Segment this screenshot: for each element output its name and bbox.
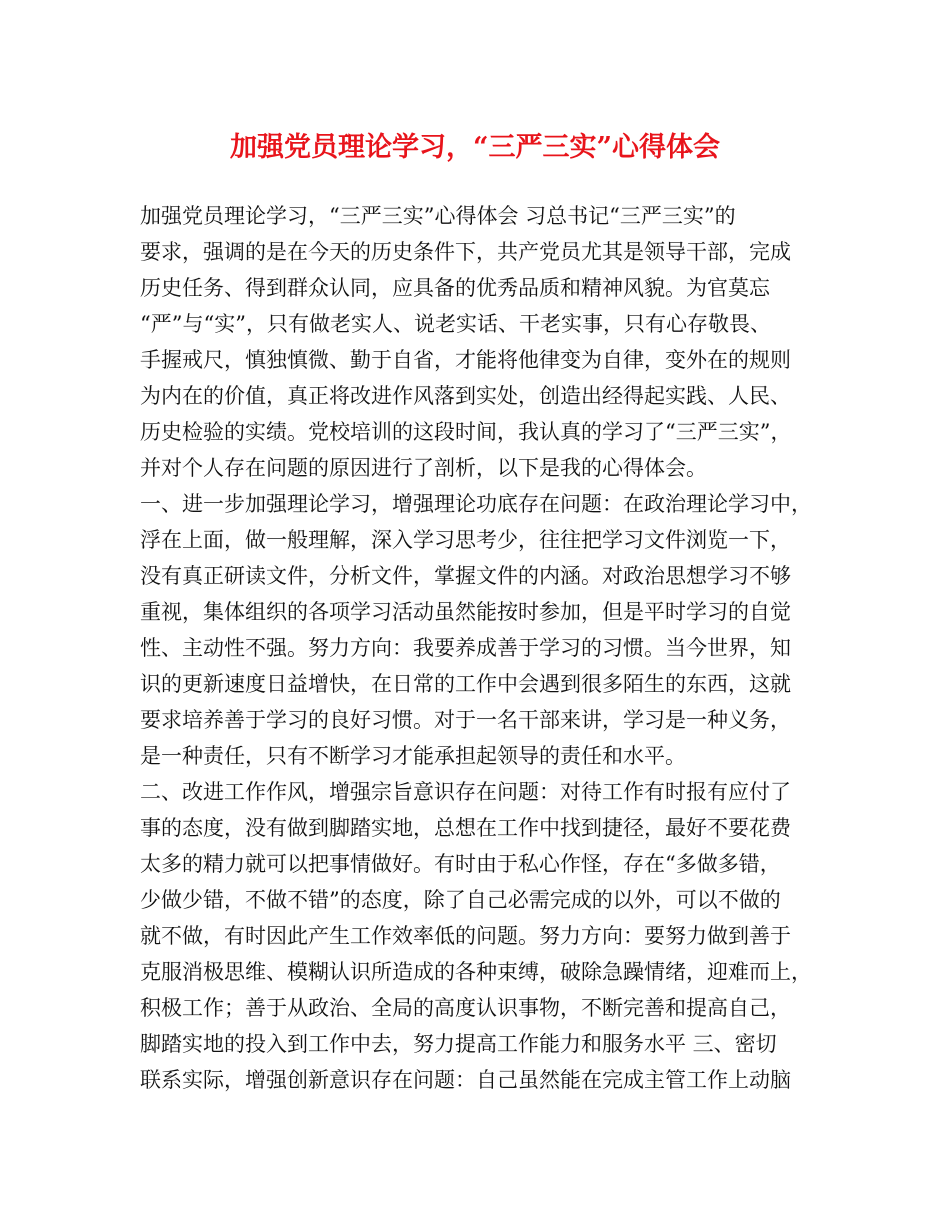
text-line: 历史任务、得到群众认同，应具备的优秀品质和精神风貌。为官莫忘 bbox=[140, 276, 770, 300]
text-line: 脚踏实地的投入到工作中去，努力提高工作能力和服务水平 三、密切 bbox=[140, 1032, 777, 1056]
text-line: 手握戒尺，慎独慎微、勤于自省，才能将他律变为自律，变外在的规则 bbox=[140, 348, 791, 372]
text-line: 一、进一步加强理论学习，增强理论功底存在问题：在政治理论学习中， bbox=[140, 492, 812, 516]
text-line: 性、主动性不强。努力方向：我要养成善于学习的习惯。当今世界，知 bbox=[140, 636, 791, 660]
text-line: 二、改进工作作风，增强宗旨意识存在问题：对待工作有时报有应付了 bbox=[140, 780, 791, 804]
text-line: 联系实际，增强创新意识存在问题：自己虽然能在完成主管工作上动脑 bbox=[140, 1068, 791, 1092]
text-line: 太多的精力就可以把事情做好。有时由于私心作怪，存在“多做多错， bbox=[140, 852, 781, 876]
text-line: 是一种责任，只有不断学习才能承担起领导的责任和水平。 bbox=[140, 744, 686, 768]
text-line: 并对个人存在问题的原因进行了剖析，以下是我的心得体会。 bbox=[140, 456, 707, 480]
text-line: 没有真正研读文件，分析文件，掌握文件的内涵。对政治思想学习不够 bbox=[140, 564, 791, 588]
text-line: 要求，强调的是在今天的历史条件下，共产党员尤其是领导干部，完成 bbox=[140, 240, 791, 264]
text-line: “严”与“实”，只有做老实人、说老实话、干老实事，只有心存敬畏、 bbox=[140, 312, 771, 336]
text-line: 浮在上面，做一般理解，深入学习思考少，往往把学习文件浏览一下， bbox=[140, 528, 791, 552]
text-line: 事的态度，没有做到脚踏实地，总想在工作中找到捷径，最好不要花费 bbox=[140, 816, 791, 840]
text-line: 少做少错，不做不错”的态度，除了自己必需完成的以外，可以不做的 bbox=[140, 888, 781, 912]
text-line: 重视，集体组织的各项学习活动虽然能按时参加，但是平时学习的自觉 bbox=[140, 600, 791, 624]
document-title: 加强党员理论学习，“三严三实”心得体会 bbox=[229, 132, 721, 163]
document-body bbox=[140, 198, 820, 1098]
text-line: 识的更新速度日益增快，在日常的工作中会遇到很多陌生的东西，这就 bbox=[140, 672, 791, 696]
text-line: 加强党员理论学习，“三严三实”心得体会 习总书记“三严三实”的 bbox=[140, 204, 736, 228]
text-line: 就不做，有时因此产生工作效率低的问题。努力方向：要努力做到善于 bbox=[140, 924, 791, 948]
text-line: 克服消极思维、模糊认识所造成的各种束缚，破除急躁情绪，迎难而上， bbox=[140, 960, 812, 984]
text-line: 历史检验的实绩。党校培训的这段时间，我认真的学习了“三严三实”， bbox=[140, 420, 792, 444]
text-line: 积极工作；善于从政治、全局的高度认识事物，不断完善和提高自己， bbox=[140, 996, 791, 1020]
text-line: 要求培养善于学习的良好习惯。对于一名干部来讲，学习是一种义务， bbox=[140, 708, 791, 732]
text-line: 为内在的价值，真正将改进作风落到实处，创造出经得起实践、人民、 bbox=[140, 384, 791, 408]
